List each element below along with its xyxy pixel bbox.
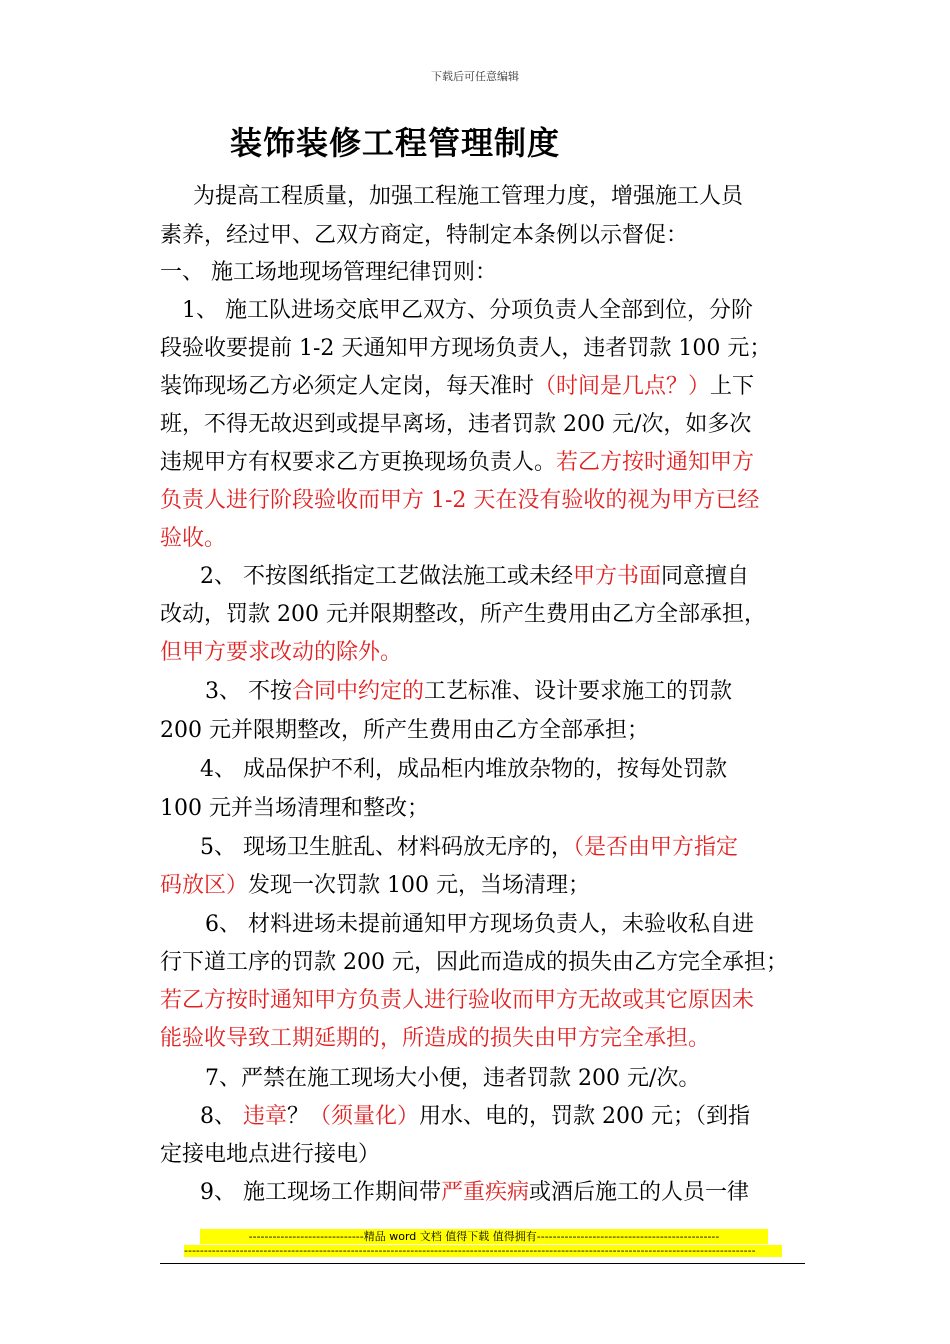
paragraph-line <box>205 1064 700 1094</box>
text-segment: 工艺标准、设计要求施工的罚款 <box>424 679 733 704</box>
text-segment: 能验收导致工期延期的，所造成的损失由甲方完全承担。 <box>160 1026 711 1051</box>
paragraph-line <box>200 1178 749 1208</box>
text-segment: 装饰现场乙方必须定人定岗，每天准时 <box>160 374 535 399</box>
text-segment: 4、 成品保护不利，成品柜内堆放杂物的，按每处罚款 <box>200 757 727 782</box>
text-segment: 若乙方按时通知甲方负责人进行验收而甲方无故或其它原因未 <box>160 988 755 1013</box>
paragraph-line <box>200 562 749 592</box>
text-segment: 定接电地点进行接电） <box>160 1142 381 1167</box>
text-segment: 上下 <box>710 374 755 399</box>
text-segment: 素养，经过甲、乙双方商定，特制定本条例以示督促： <box>160 223 689 248</box>
text-segment: 违规甲方有权要求乙方更换现场负责人。 <box>160 450 557 475</box>
paragraph-line <box>200 1102 750 1132</box>
text-segment: 发现一次罚款 100 元，当场清理； <box>248 873 590 898</box>
text-segment: 改动，罚款 200 元并限期整改，所产生费用由乙方全部承担， <box>160 602 766 627</box>
annotation-line <box>160 486 759 516</box>
annotation-line <box>160 1024 710 1054</box>
text-segment: 8、 <box>200 1104 243 1129</box>
paragraph-line <box>160 871 590 901</box>
header-note: 下载后可任意编辑 <box>431 70 519 83</box>
text-segment: 为提高工程质量，加强工程施工管理力度，增强施工人员 <box>193 184 744 209</box>
annotation-line <box>160 524 226 554</box>
paragraph-line <box>160 448 754 478</box>
text-segment: 7、严禁在施工现场大小便，违者罚款 200 元/次。 <box>205 1066 701 1091</box>
text-segment: 验收。 <box>160 526 227 551</box>
paragraph-line <box>205 910 754 940</box>
annotation-text: 严重疾病 <box>441 1180 530 1205</box>
annotation-line <box>160 638 402 668</box>
paragraph-line <box>160 372 754 402</box>
section-heading <box>160 258 497 288</box>
text-segment: 一、 施工场地现场管理纪律罚则： <box>160 260 497 285</box>
footer-dashes: ------------------------------------------------------------------------------------------------------------------------------------------------ <box>184 1245 782 1257</box>
annotation-text: 合同中约定的 <box>292 679 425 704</box>
annotation-question: （是否由甲方指定 <box>573 835 739 860</box>
annotation-text: 违章 <box>243 1104 288 1129</box>
text-segment: 1、 施工队进场交底甲乙双方、分项负责人全部到位，分阶 <box>182 298 753 323</box>
paragraph-line <box>193 182 743 212</box>
text-segment: 200 元并限期整改，所产生费用由乙方全部承担； <box>160 718 649 743</box>
paragraph-line <box>205 677 732 707</box>
text-segment: 但甲方要求改动的除外。 <box>160 640 403 665</box>
annotation-line <box>160 986 754 1016</box>
text-segment: 2、 不按图纸指定工艺做法施工或未经 <box>200 564 573 589</box>
footer-divider <box>160 1263 805 1264</box>
text-segment: 或酒后施工的人员一律 <box>529 1180 750 1205</box>
paragraph-line <box>160 1140 380 1170</box>
text-segment: ？ <box>287 1104 310 1129</box>
paragraph-line <box>160 334 771 364</box>
text-segment: 同意擅自 <box>661 564 750 589</box>
text-segment: 5、 现场卫生脏乱、材料码放无序的， <box>200 835 573 860</box>
paragraph-line <box>200 833 738 863</box>
paragraph-line <box>200 755 727 785</box>
paragraph-line <box>182 296 753 326</box>
annotation-question: 码放区） <box>160 873 249 898</box>
paragraph-line <box>160 716 649 746</box>
text-segment: 行下道工序的罚款 200 元，因此而造成的损失由乙方完全承担； <box>160 950 788 975</box>
text-segment: 3、 不按 <box>205 679 292 704</box>
text-segment: 6、 材料进场未提前通知甲方现场负责人，未验收私自进 <box>205 912 754 937</box>
paragraph-line <box>160 600 766 630</box>
paragraph-line <box>160 794 429 824</box>
text-segment: 班，不得无故迟到或提早离场，违者罚款 200 元/次，如多次 <box>160 412 752 437</box>
text-segment: 负责人进行阶段验收而甲方 1-2 天在没有验收的视为甲方已经 <box>160 488 760 513</box>
text-segment: 100 元并当场清理和整改； <box>160 796 429 821</box>
annotation-text: 若乙方按时通知甲方 <box>556 450 755 475</box>
document-title: 装饰装修工程管理制度 <box>230 124 561 162</box>
paragraph-line <box>160 221 688 251</box>
annotation-question: （时间是几点？） <box>534 374 711 399</box>
footer-banner: -----------------------------精品 word 文档 值得下载 值得拥有---------------------------------------------- <box>200 1229 768 1244</box>
text-segment: 段验收要提前 1-2 天通知甲方现场负责人，违者罚款 100 元； <box>160 336 772 361</box>
annotation-question: （须量化） <box>309 1104 420 1129</box>
text-segment: 9、 施工现场工作期间带 <box>200 1180 441 1205</box>
text-segment: 用水、电的，罚款 200 元；（到指 <box>419 1104 751 1129</box>
annotation-text: 甲方书面 <box>573 564 662 589</box>
paragraph-line <box>160 410 751 440</box>
paragraph-line <box>160 948 788 978</box>
